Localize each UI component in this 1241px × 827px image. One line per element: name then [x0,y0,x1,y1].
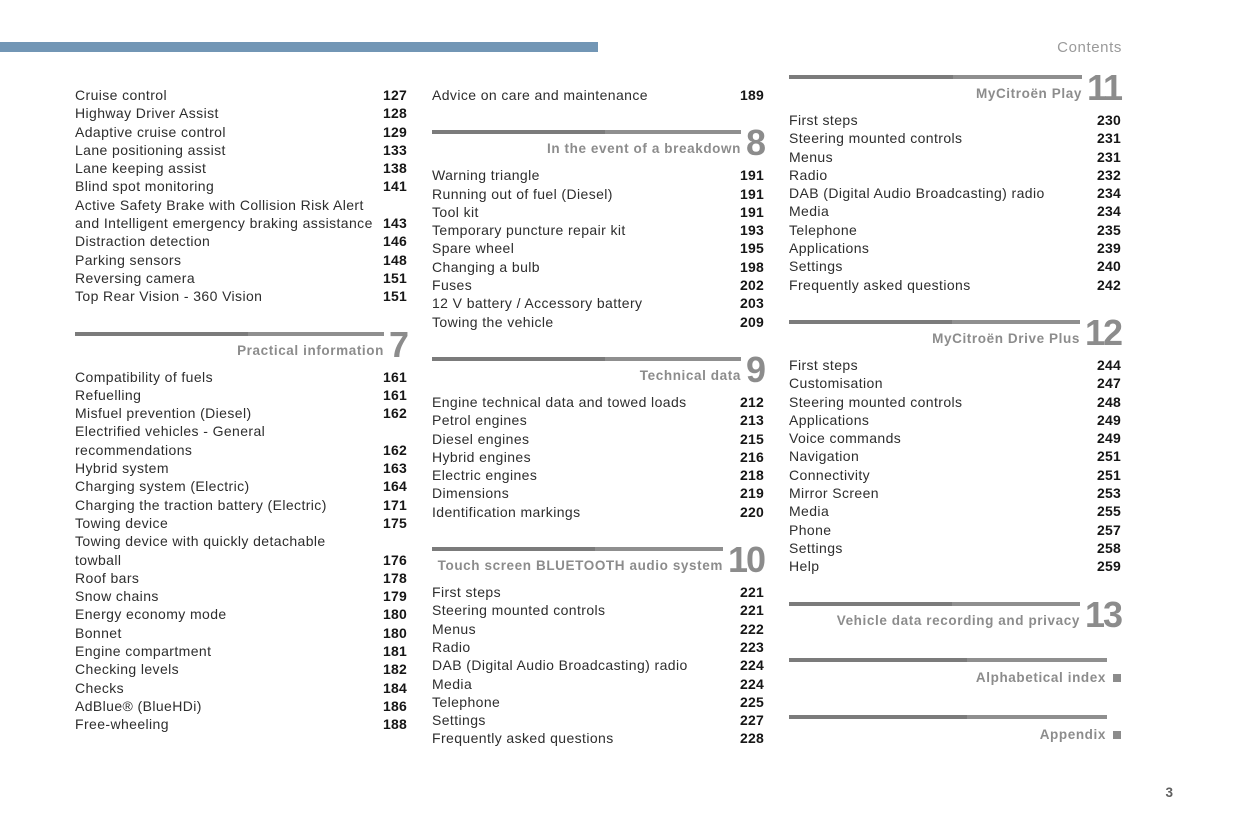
toc-entry-label: Reversing camera [75,269,195,286]
section-rule [789,602,1080,606]
section-rule [789,320,1080,324]
toc-entry-page: 138 [383,160,407,177]
toc-entry-label: Radio [789,166,828,183]
toc-entry [75,141,407,159]
toc-entry [432,185,764,203]
toc-entry [75,123,407,141]
toc-entry-page: 247 [1097,375,1121,392]
toc-entry-page: 198 [740,258,764,275]
toc-entry-label: Electric engines [432,467,538,484]
page-title: Contents [1057,39,1122,56]
toc-entry-page: 203 [740,295,764,312]
section-rule [432,547,723,551]
toc-entry [75,605,407,623]
section-header-inner [789,593,1121,635]
toc-entry-label: Settings [432,712,486,729]
toc-entry-page: 234 [1097,203,1121,220]
toc-entry [432,393,764,411]
toc-entry [789,356,1121,374]
toc-entry-label: Snow chains [75,588,159,605]
index-title-row [789,726,1121,744]
toc-entry [789,484,1121,502]
toc-entry-page: 151 [383,288,407,305]
toc-entry-label: Refuelling [75,386,142,403]
toc-entry-label: Hybrid system [75,460,169,477]
toc-entry [75,422,407,459]
toc-entry-label: Mirror Screen [789,485,879,502]
toc-entry-page: 225 [740,693,764,710]
toc-entry-page: 251 [1097,448,1121,465]
toc-entry-label: Checking levels [75,661,180,678]
toc-entry-label: Distraction detection [75,233,211,250]
toc-entry [789,166,1121,184]
toc-entry-label: Petrol engines [432,412,528,429]
toc-entry-page: 257 [1097,521,1121,538]
toc-entry [432,221,764,239]
section-header-left [75,332,384,360]
toc-entry-label: Navigation [789,448,860,465]
toc-entry-label: DAB (Digital Audio Broadcasting) radio [432,657,688,674]
toc-entry [75,196,407,233]
toc-entry-label: Menus [432,620,477,637]
section-header-inner [432,348,764,390]
toc-entry [432,313,764,331]
toc-entry [789,521,1121,539]
toc-entry [789,111,1121,129]
toc-entry [75,287,407,305]
toc-entry-page: 191 [740,203,764,220]
toc-entry-label: Frequently asked questions [789,276,971,293]
toc-entry-label: Roof bars [75,569,140,586]
toc-entry-page: 231 [1097,148,1121,165]
toc-entry-label: Towing the vehicle [432,313,554,330]
toc-entry-label: Lane positioning assist [75,141,226,158]
toc-entry [789,148,1121,166]
toc-entries-block [432,166,764,331]
toc-entry-label: Settings [789,539,843,556]
toc-entry [432,166,764,184]
square-bullet-icon [1113,731,1121,739]
toc-entry-label: Tool kit [432,203,479,220]
section-number: 12 [1084,311,1121,353]
toc-entry-label: Spare wheel [432,240,515,257]
accent-bar [0,42,598,52]
toc-entry [432,203,764,221]
section-title: Technical data [639,367,741,383]
toc-entry-page: 151 [383,269,407,286]
toc-entry-label: Towing device with quickly detachable towball [75,533,326,568]
toc-entry [432,430,764,448]
toc-entry-page: 228 [740,730,764,747]
toc-entry-page: 175 [383,514,407,531]
toc-entry-label: Adaptive cruise control [75,123,226,140]
toc-entry [432,86,764,104]
toc-entry-label: Blind spot monitoring [75,178,215,195]
toc-entry [432,601,764,619]
toc-entry-label: Menus [789,148,834,165]
toc-entry [789,374,1121,392]
section-rule [789,75,1082,79]
section-header [75,323,407,365]
toc-entry [432,466,764,484]
toc-column [789,67,1121,748]
toc-entry [789,184,1121,202]
section-title: MyCitroën Drive Plus [932,330,1080,346]
toc-entry [75,477,407,495]
toc-entry-label: Active Safety Brake with Collision Risk Alert and Intelligent emergency braking assistance [75,196,373,232]
toc-entry-label: Parking sensors [75,251,182,268]
toc-entry [432,484,764,502]
toc-entry-label: Engine compartment [75,643,212,660]
toc-entry [432,620,764,638]
toc-entry-page: 133 [383,141,407,158]
toc-entry-page: 222 [740,620,764,637]
section-header-inner [432,539,764,581]
toc-entry [75,368,407,386]
toc-entry [432,239,764,257]
toc-entry [75,386,407,404]
section-number: 10 [727,539,764,581]
toc-entry-page: 202 [740,277,764,294]
toc-entry [432,675,764,693]
toc-entry-page: 176 [383,551,407,568]
toc-entry-label: Lane keeping assist [75,160,207,177]
toc-entry [789,129,1121,147]
toc-entry-label: Applications [789,240,870,257]
toc-entry-page: 239 [1097,240,1121,257]
toc-entry-label: Connectivity [789,466,871,483]
section-header-left [789,75,1082,103]
toc-entry-page: 248 [1097,393,1121,410]
section-title: MyCitroën Play [976,86,1082,101]
toc-entry-label: 12 V battery / Accessory battery [432,295,643,312]
toc-entry-page: 180 [383,624,407,641]
toc-entry-page: 178 [383,569,407,586]
toc-entry-label: Highway Driver Assist [75,105,219,122]
section-header-left [432,357,741,385]
toc-entry-page: 232 [1097,166,1121,183]
index-header [789,658,1121,687]
index-title-row [789,669,1121,687]
toc-entry-page: 215 [740,430,764,447]
toc-entry-page: 146 [383,233,407,250]
toc-entry [789,429,1121,447]
toc-entry-page: 188 [383,716,407,733]
toc-entries-block [432,583,764,748]
toc-entry-page: 224 [740,657,764,674]
section-rule [789,715,1107,719]
toc-entry-label: Steering mounted controls [789,130,963,147]
toc-entry [75,514,407,532]
section-header [432,348,764,390]
toc-entry-label: Changing a bulb [432,258,540,275]
toc-entry [432,638,764,656]
toc-entry [432,693,764,711]
toc-entry-page: 162 [383,405,407,422]
toc-entries-block [432,86,764,104]
toc-entry [789,239,1121,257]
toc-entry-page: 258 [1097,539,1121,556]
toc-entry [432,448,764,466]
toc-entry-page: 251 [1097,466,1121,483]
toc-entry-label: Voice commands [789,430,902,447]
toc-entry-label: Engine technical data and towed loads [432,393,687,410]
toc-entry-page: 227 [740,712,764,729]
toc-entry-page: 184 [383,679,407,696]
toc-entry-label: Diesel engines [432,430,530,447]
toc-entry-label: Temporary puncture repair kit [432,222,626,239]
toc-entry [75,496,407,514]
toc-entry-label: Settings [789,258,843,275]
toc-entry-page: 249 [1097,411,1121,428]
toc-entries-block [789,111,1121,294]
toc-entry-page: 128 [383,105,407,122]
toc-entry-label: Compatibility of fuels [75,368,213,385]
toc-entry [432,711,764,729]
toc-entry [75,715,407,733]
toc-entry-page: 255 [1097,503,1121,520]
section-header [789,593,1121,635]
section-rule [432,130,741,134]
toc-entry-label: Help [789,558,820,575]
toc-entry-page: 220 [740,503,764,520]
toc-entry-page: 181 [383,643,407,660]
index-header [789,715,1121,744]
toc-entry [75,697,407,715]
section-header [432,539,764,581]
toc-entry-label: Frequently asked questions [432,730,614,747]
toc-entry-label: DAB (Digital Audio Broadcasting) radio [789,185,1045,202]
toc-entry-page: 216 [740,448,764,465]
toc-entry [432,294,764,312]
toc-entry-page: 182 [383,661,407,678]
toc-entry [75,532,407,569]
index-title: Appendix [1039,726,1106,742]
toc-entry-label: Top Rear Vision - 360 Vision [75,288,263,305]
toc-entry [432,729,764,747]
toc-entry [789,276,1121,294]
toc-entry-label: Steering mounted controls [432,602,606,619]
toc-entry-label: Media [789,503,830,520]
toc-entry [789,202,1121,220]
section-header-inner [789,311,1121,353]
section-title: In the event of a breakdown [546,141,741,157]
toc-entry [75,251,407,269]
toc-entries-block [432,393,764,521]
toc-entry-page: 209 [740,313,764,330]
toc-entry [432,583,764,601]
toc-entry [75,104,407,122]
section-rule [432,357,741,361]
toc-entry-label: First steps [789,356,858,373]
toc-entry-page: 224 [740,675,764,692]
toc-entry [75,587,407,605]
toc-entry [432,276,764,294]
section-header-inner [789,67,1121,108]
toc-entry-page: 161 [383,386,407,403]
toc-entry-page: 219 [740,485,764,502]
toc-entry-label: Misfuel prevention (Diesel) [75,405,252,422]
toc-column [75,86,407,748]
toc-entry-page: 242 [1097,276,1121,293]
toc-entry-label: Steering mounted controls [789,393,963,410]
toc-entry [789,447,1121,465]
toc-entry-label: AdBlue® (BlueHDi) [75,697,202,714]
toc-entry-page: 223 [740,638,764,655]
section-title: Vehicle data recording and privacy [836,612,1080,628]
toc-entry-label: Advice on care and maintenance [432,87,648,103]
toc-entry-label: Cruise control [75,87,167,103]
toc-entry-page: 234 [1097,185,1121,202]
toc-entry [789,539,1121,557]
toc-entry [432,258,764,276]
toc-entry-page: 259 [1097,558,1121,575]
toc-entry-page: 191 [740,185,764,202]
toc-entry-label: Hybrid engines [432,448,531,465]
toc-entry-label: First steps [432,584,501,601]
toc-entry [75,642,407,660]
toc-entry-label: Checks [75,679,125,696]
toc-entry-page: 249 [1097,430,1121,447]
toc-entry-page: 230 [1097,112,1121,128]
section-header [432,122,764,164]
section-header [789,311,1121,353]
toc-entry-page: 179 [383,588,407,605]
section-rule [75,332,384,336]
toc-entry [75,660,407,678]
toc-column [432,86,764,748]
toc-entry-page: 127 [383,87,407,103]
toc-entry-page: 221 [740,602,764,619]
toc-entry [75,569,407,587]
toc-entry-page: 231 [1097,130,1121,147]
section-header-inner [432,122,764,164]
toc-entry-page: 162 [383,441,407,458]
toc-entry-page: 163 [383,460,407,477]
toc-entry-page: 253 [1097,485,1121,502]
toc-entry [432,503,764,521]
toc-entry-page: 212 [740,393,764,410]
toc-entry [75,232,407,250]
toc-entry-label: Identification markings [432,503,581,520]
toc-entry-page: 191 [740,167,764,184]
section-number: 9 [745,348,764,390]
section-header [789,67,1121,108]
toc-entry-page: 235 [1097,221,1121,238]
section-header-left [789,320,1080,348]
toc-entry [789,466,1121,484]
toc-entry-label: Applications [789,411,870,428]
toc-entry-page: 171 [383,496,407,513]
toc-entry [789,502,1121,520]
toc-entry-page: 161 [383,368,407,385]
section-header-left [432,130,741,158]
toc-entry-page: 193 [740,222,764,239]
toc-columns [75,67,1121,748]
toc-entry-label: Telephone [789,221,858,238]
toc-entry [432,411,764,429]
toc-entry [789,393,1121,411]
toc-entry [75,269,407,287]
toc-entry-label: Charging system (Electric) [75,478,250,495]
toc-entries-block [75,368,407,734]
toc-entry-page: 221 [740,584,764,601]
toc-entry [75,624,407,642]
toc-entry-label: Fuses [432,277,473,294]
section-header-inner [75,323,407,365]
page-number: 3 [1165,785,1173,800]
toc-entry [789,221,1121,239]
toc-entry-label: Media [432,675,473,692]
toc-entry-page: 141 [383,178,407,195]
toc-entry-label: Charging the traction battery (Electric) [75,496,327,513]
toc-entry [789,257,1121,275]
toc-entry [75,86,407,104]
toc-entry-page: 143 [383,215,407,232]
toc-entry-label: Radio [432,638,471,655]
index-title: Alphabetical index [975,669,1106,685]
toc-entry [789,411,1121,429]
toc-entry-label: Energy economy mode [75,606,227,623]
section-title: Practical information [237,342,384,358]
section-number: 7 [388,323,407,365]
toc-entry-label: First steps [789,112,858,128]
section-number: 11 [1086,67,1121,108]
toc-entry-page: 189 [740,87,764,103]
toc-entry-label: Dimensions [432,485,510,502]
toc-entry [75,159,407,177]
toc-entry-label: Warning triangle [432,167,540,184]
toc-entry-label: Media [789,203,830,220]
toc-entry-page: 244 [1097,356,1121,373]
toc-entry-page: 180 [383,606,407,623]
toc-entry-label: Towing device [75,514,169,531]
toc-entry-page: 129 [383,123,407,140]
toc-entry-label: Customisation [789,375,883,392]
toc-entry-label: Electrified vehicles - General recommendations [75,423,266,458]
section-number: 13 [1084,593,1121,635]
toc-entry [75,177,407,195]
toc-entry-label: Phone [789,521,832,538]
toc-entry-label: Telephone [432,693,501,710]
section-number: 8 [745,122,764,164]
square-bullet-icon [1113,674,1121,682]
toc-entry-page: 213 [740,412,764,429]
toc-entry-page: 240 [1097,258,1121,275]
toc-entry-label: Free-wheeling [75,716,169,733]
toc-entry-label: Running out of fuel (Diesel) [432,185,613,202]
toc-entries-block [75,86,407,306]
section-header-left [789,602,1080,630]
section-header-left [432,547,723,575]
toc-entry-label: Bonnet [75,624,122,641]
toc-entry-page: 195 [740,240,764,257]
toc-entry-page: 186 [383,697,407,714]
toc-entry [75,459,407,477]
toc-entry-page: 148 [383,251,407,268]
section-rule [789,658,1107,662]
toc-entry [789,557,1121,575]
toc-entry [432,656,764,674]
toc-entries-block [789,356,1121,576]
toc-entry [75,679,407,697]
toc-entry-page: 164 [383,478,407,495]
section-title: Touch screen BLUETOOTH audio system [437,558,723,574]
toc-entry-page: 218 [740,467,764,484]
toc-entry [75,404,407,422]
